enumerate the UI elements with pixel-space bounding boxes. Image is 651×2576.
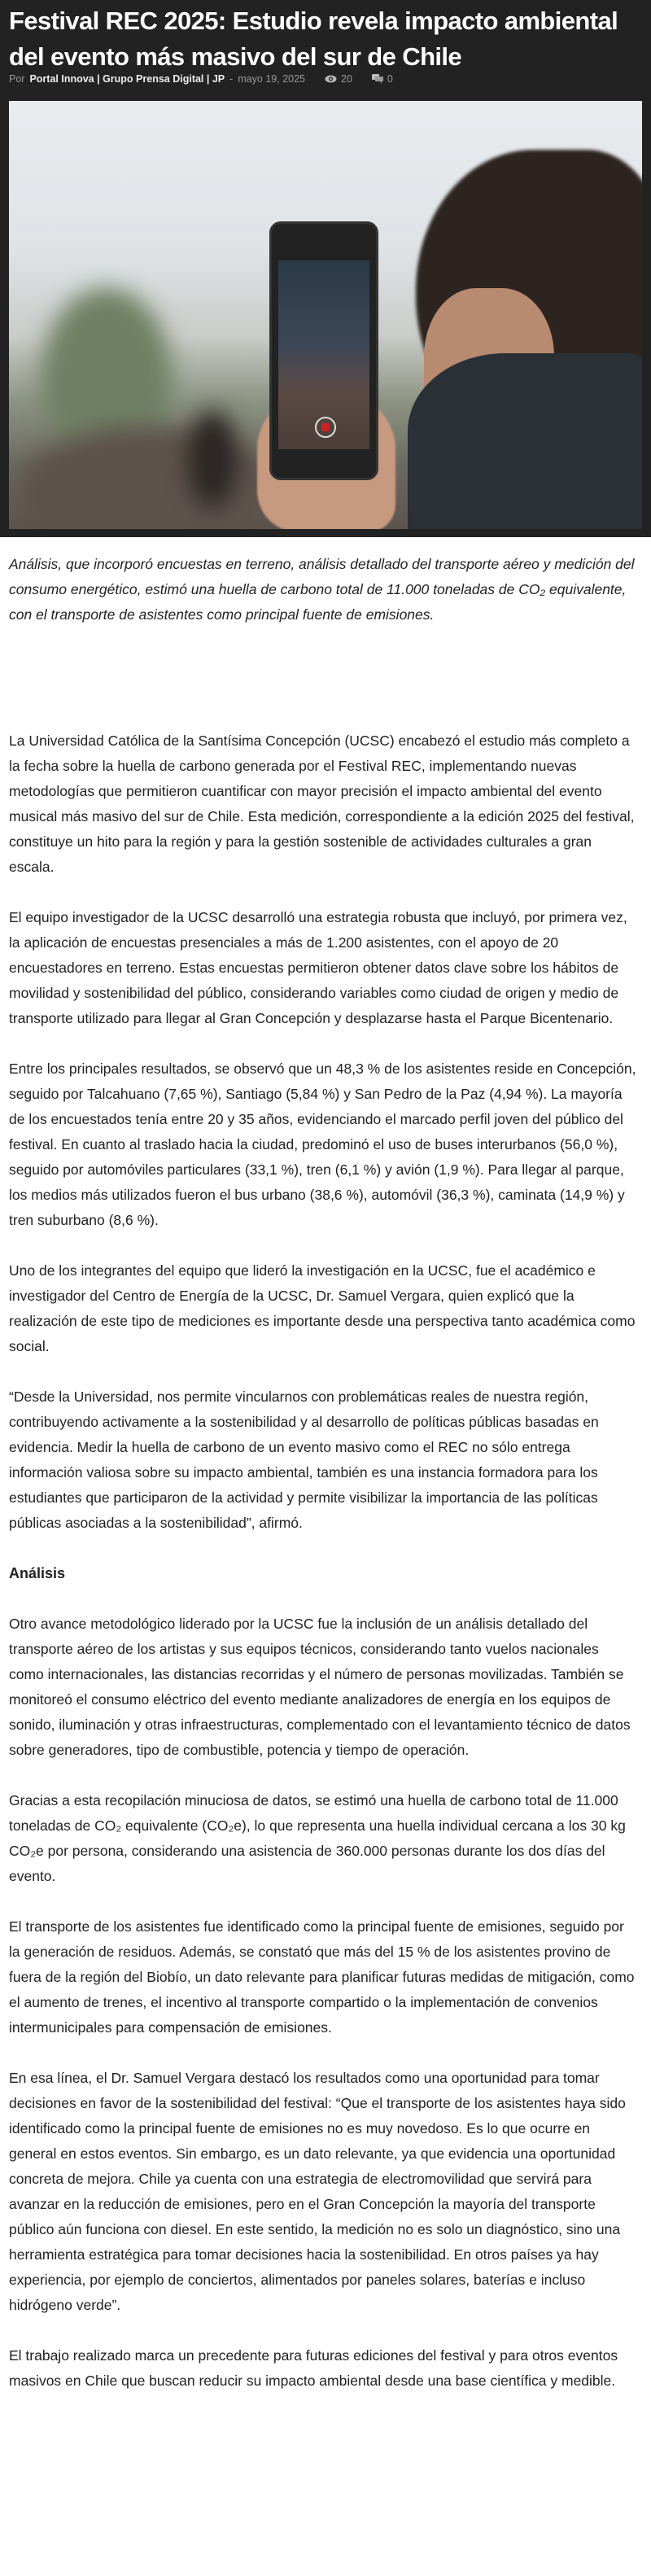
article-title: Festival REC 2025: Estudio revela impacto ambiental del evento más masivo del sur de Chile (9, 7, 618, 71)
comments-count[interactable] (372, 73, 393, 85)
section-heading: Análisis (9, 1565, 66, 1581)
article-lede: Análisis, que incorporó encuestas en terreno, análisis detallado del transporte aéreo y medición del consumo energético, estimó una huella de carbono total de 11.000 toneladas de CO₂ equivalente, con el transporte de asistentes como principal fuente de emisiones. (9, 556, 635, 623)
article-header (0, 0, 651, 537)
views-value: 20 (341, 73, 352, 85)
record-icon (315, 417, 336, 438)
comments-value: 0 (387, 73, 393, 85)
featured-image (9, 101, 642, 529)
paragraph: En esa línea, el Dr. Samuel Vergara destacó los resultados como una oportunidad para tomar decisiones en favor de la sostenibilidad del festival: “Que el transporte de los asistentes haya sido identificado como la principal fuente de emisiones no es muy novedoso. Es lo que ocurre en general en estos eventos. Sin embargo, es un dato relevante, ya que evidencia una oportunidad concreta de mejora. Chile ya cuenta con una estrategia de electromovilidad que servirá para avanzar en la reducción de emisiones, pero en el Gran Concepción la mayoría del transporte público aún funciona con diesel. En este sentido, la medición no es solo un diagnóstico, sino una herramienta estratégica para tomar decisiones hacia la sostenibilidad. En otros países ya hay experiencia, por ejemplo de conciertos, alimentados por paneles solares, baterías e incluso hidrógeno verde”. (9, 2070, 626, 2313)
image-crowd-blur (17, 426, 277, 529)
image-phone (269, 221, 378, 480)
paragraph: Otro avance metodológico liderado por la UCSC fue la inclusión de un análisis detallado del transporte aéreo de los artistas y sus equipos técnicos, considerando tanto vuelos nacionales como internacionales, las distancias recorridas y el número de personas movilizadas. También se monitoreó el consumo eléctrico del evento mediante analizadores de energía en los equipos de sonido, iluminación y otras infraestructuras, complementado con el levantamiento técnico de datos sobre generadores, tipo de combustible, potencia y tiempo de operación. (9, 1616, 631, 1758)
image-crowd-phone-blur (188, 410, 237, 508)
author-link[interactable]: Portal Innova | Grupo Prensa Digital | JP (29, 73, 225, 85)
image-phone-screen (278, 260, 369, 449)
paragraph: La Universidad Católica de la Santísima Concepción (UCSC) encabezó el estudio más completo a la fecha sobre la huella de carbono generada por el Festival REC, implementando nuevas metodologías que permitieron cuantificar con mayor precisión el impacto ambiental del evento musical más masivo del sur de Chile. Esta medición, correspondiente a la edición 2025 del festival, constituye un hito para la región y para la gestión sostenible de actividades culturales a gran escala. (9, 733, 635, 875)
paragraph: Gracias a esta recopilación minuciosa de datos, se estimó una huella de carbono total de 11.000 toneladas de CO₂ equivalente (CO₂e), lo que representa una huella individual cercana a los 30 kg CO₂e por persona, considerando una asistencia de 360.000 personas durante los dos días del evento. (9, 1792, 626, 1884)
views-count (325, 73, 352, 85)
paragraph: “Desde la Universidad, nos permite vincularnos con problemáticas reales de nuestra región, contribuyendo activamente a la sostenibilidad y al desarrollo de políticas públicas basadas en evidencia. Medir la huella de carbono de un evento masivo como el REC no sólo entrega información valiosa sobre su impacto ambiental, también es una instancia formadora para los estudiantes que participaron de la actividad y permite visibilizar la importancia de las políticas públicas asociadas a la sostenibilidad”, afirmó. (9, 1389, 599, 1531)
by-label: Por (9, 73, 25, 85)
paragraph: El transporte de los asistentes fue identificado como la principal fuente de emisiones, seguido por la generación de residuos. Además, se constató que más del 15 % de los asistentes provino de fuera de la región del Biobío, un dato relevante para planificar futuras medidas de mitigación, como el aumento de trenes, el incentivo al transporte compartido o la implementación de convenios intermunicipales para compensación de emisiones. (9, 1918, 635, 2036)
eye-icon (325, 75, 337, 83)
article-body (9, 552, 637, 2419)
meta-separator: - (229, 73, 234, 85)
paragraph: Uno de los integrantes del equipo que lideró la investigación en la UCSC, fue el académico e investigador del Centro de Energía de la UCSC, Dr. Samuel Vergara, quien explicó que la realización de este tipo de mediciones es importante desde una perspectiva tanto académica como social. (9, 1262, 636, 1354)
paragraph: El equipo investigador de la UCSC desarrolló una estrategia robusta que incluyó, por primera vez, la aplicación de encuestas presenciales a más de 1.200 asistentes, con el apoyo de 20 encuestadores en terreno. Estas encuestas permitieron obtener datos clave sobre los hábitos de movilidad y sostenibilidad del público, considerando variables como ciudad de origen y medio de transporte utilizado para llegar al Gran Concepción y desplazarse hasta el Parque Bicentenario. (9, 909, 627, 1026)
paragraph: El trabajo realizado marca un precedente para futuras ediciones del festival y para otros eventos masivos en Chile que buscan reducir su impacto ambiental desde una base científica y medible. (9, 2347, 618, 2389)
publish-date: mayo 19, 2025 (238, 73, 306, 85)
image-person-hoodie (408, 353, 642, 529)
comments-icon (372, 74, 383, 84)
paragraph: Entre los principales resultados, se observó que un 48,3 % de los asistentes reside en Concepción, seguido por Talcahuano (7,65 %), Santiago (5,84 %) y San Pedro de la Paz (4,94 %). La mayoría de los encuestados tenía entre 20 y 35 años, evidenciando el marcado perfil joven del público del festival. En cuanto al traslado hacia la ciudad, predominó el uso de buses interurbanos (56,0 %), seguido por automóviles particulares (33,1 %), tren (6,1 %) y avión (1,9 %). Para llegar al parque, los medios más utilizados fueron el bus urbano (38,6 %), automóvil (36,3 %), caminata (14,9 %) y tren suburbano (8,6 %). (9, 1061, 636, 1228)
article-meta (9, 73, 393, 85)
